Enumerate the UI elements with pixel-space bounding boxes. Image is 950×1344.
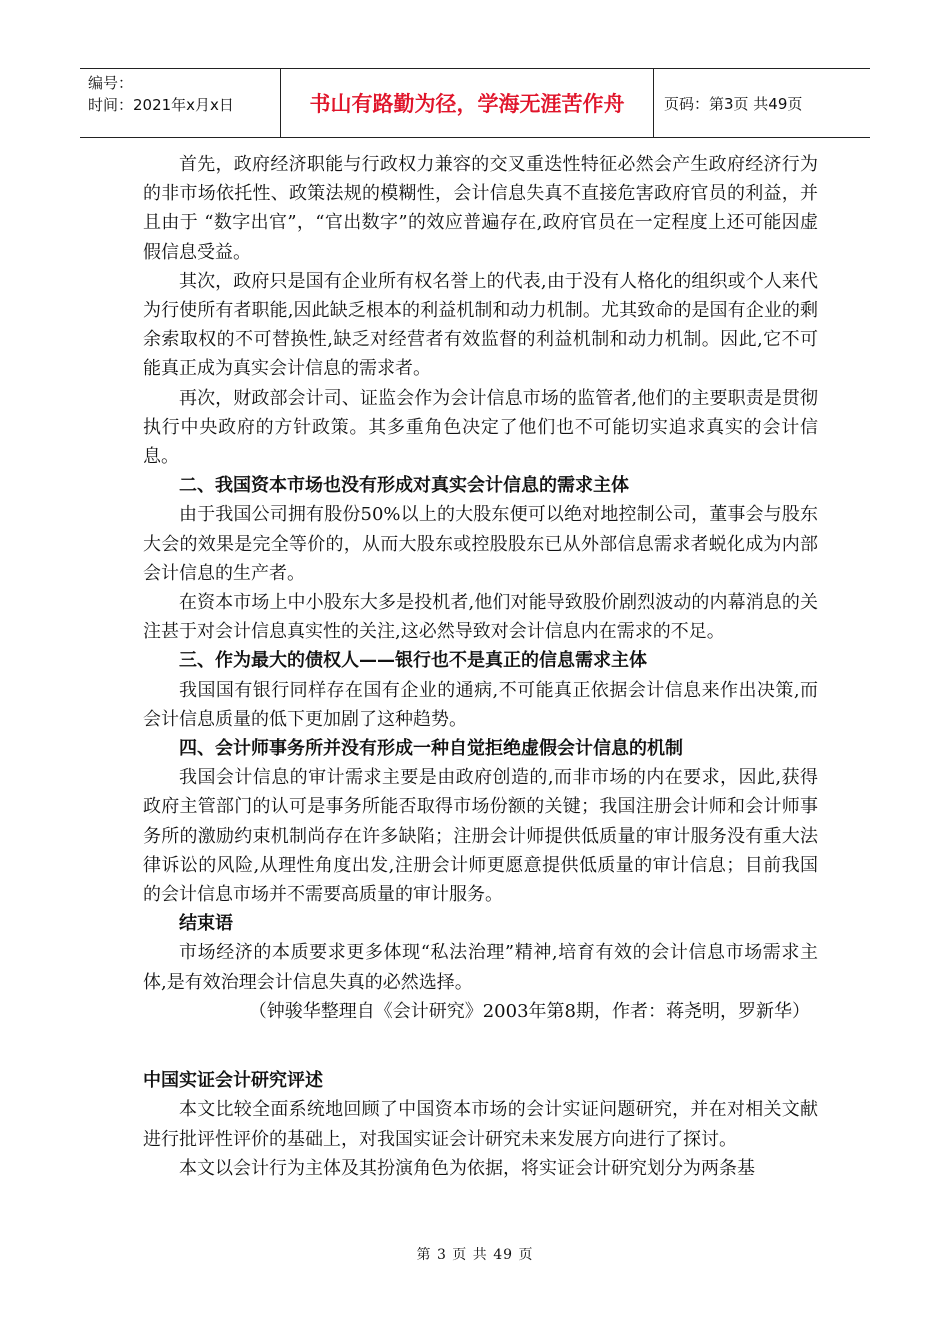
document-body (143, 150, 818, 1183)
body-paragraph: 其次，政府只是国有企业所有权名誉上的代表,由于没有人格化的组织或个人来代为行使所有者职能,因此缺乏根本的利益机制和动力机制。尤其致命的是国有企业的剩余索取权的不可替换性,缺乏对经营者有效监督的利益机制和动力机制。因此,它不可能真正成为真实会计信息的需求者。 (143, 270, 818, 380)
header-meta (80, 69, 281, 137)
section-heading: 二、我国资本市场也没有形成对真实会计信息的需求主体 (179, 475, 629, 497)
body-paragraph: 市场经济的本质要求更多体现“私法治理”精神,培育有效的会计信息市场需求主体,是有效治理会计信息失真的必然选择。 (143, 942, 818, 993)
body-paragraph: 首先，政府经济职能与行政权力兼容的交叉重迭性特征必然会产生政府经济行为的非市场依托性、政策法规的模糊性，会计信息失真不直接危害政府官员的利益，并且由于 “数字出官”，“官出数字”的效应普遍存在,政府官员在一定程度上还可能因虚假信息受益。 (143, 154, 818, 263)
section-heading: 结束语 (179, 913, 233, 935)
date-label: 时间：2021年x月x日 (88, 96, 234, 114)
article-title: 中国实证会计研究评述 (143, 1070, 323, 1092)
document-header (80, 68, 870, 138)
number-label: 编号： (88, 74, 134, 92)
body-paragraph: 我国会计信息的审计需求主要是由政府创造的,而非市场的内在要求，因此,获得政府主管部门的认可是事务所能否取得市场份额的关键；我国注册会计师和会计师事务所的激励约束机制尚存在许多缺陷；注册会计师提供低质量的审计服务没有重大法律诉讼的风险,从理性角度出发,注册会计师更愿意提供低质量的审计信息；目前我国的会计信息市场并不需要高质量的审计服务。 (143, 767, 818, 906)
body-paragraph: 由于我国公司拥有股份50%以上的大股东便可以绝对地控制公司，董事会与股东大会的效果是完全等价的，从而大股东或控股股东已从外部信息需求者蜕化成为内部会计信息的生产者。 (143, 504, 818, 584)
header-motto: 书山有路勤为径，学海无涯苦作舟 (281, 69, 654, 137)
section-heading: 四、会计师事务所并没有形成一种自觉拒绝虚假会计信息的机制 (179, 738, 683, 760)
section-gap (143, 1026, 818, 1066)
section-heading: 三、作为最大的债权人——银行也不是真正的信息需求主体 (179, 650, 647, 672)
body-paragraph: 在资本市场上中小股东大多是投机者,他们对能导致股价剧烈波动的内幕消息的关注甚于对会计信息真实性的关注,这必然导致对会计信息内在需求的不足。 (143, 592, 818, 643)
source-attribution: （钟骏华整理自《会计研究》2003年第8期，作者：蒋尧明，罗新华） (248, 1000, 810, 1022)
body-paragraph: 本文以会计行为主体及其扮演角色为依据，将实证会计研究划分为两条基 (179, 1157, 755, 1179)
page-footer: 第 3 页 共 49 页 (416, 1247, 534, 1263)
body-paragraph: 本文比较全面系统地回顾了中国资本市场的会计实证问题研究，并在对相关文献进行批评性评价的基础上，对我国实证会计研究未来发展方向进行了探讨。 (143, 1099, 818, 1150)
body-paragraph: 我国国有银行同样存在国有企业的通病,不可能真正依据会计信息来作出决策,而会计信息质量的低下更加剧了这种趋势。 (143, 679, 818, 730)
header-page-info: 页码：第3页 共49页 (664, 94, 803, 113)
body-paragraph: 再次，财政部会计司、证监会作为会计信息市场的监管者,他们的主要职责是贯彻执行中央政府的方针政策。其多重角色决定了他们也不可能切实追求真实的会计信息。 (143, 387, 818, 468)
